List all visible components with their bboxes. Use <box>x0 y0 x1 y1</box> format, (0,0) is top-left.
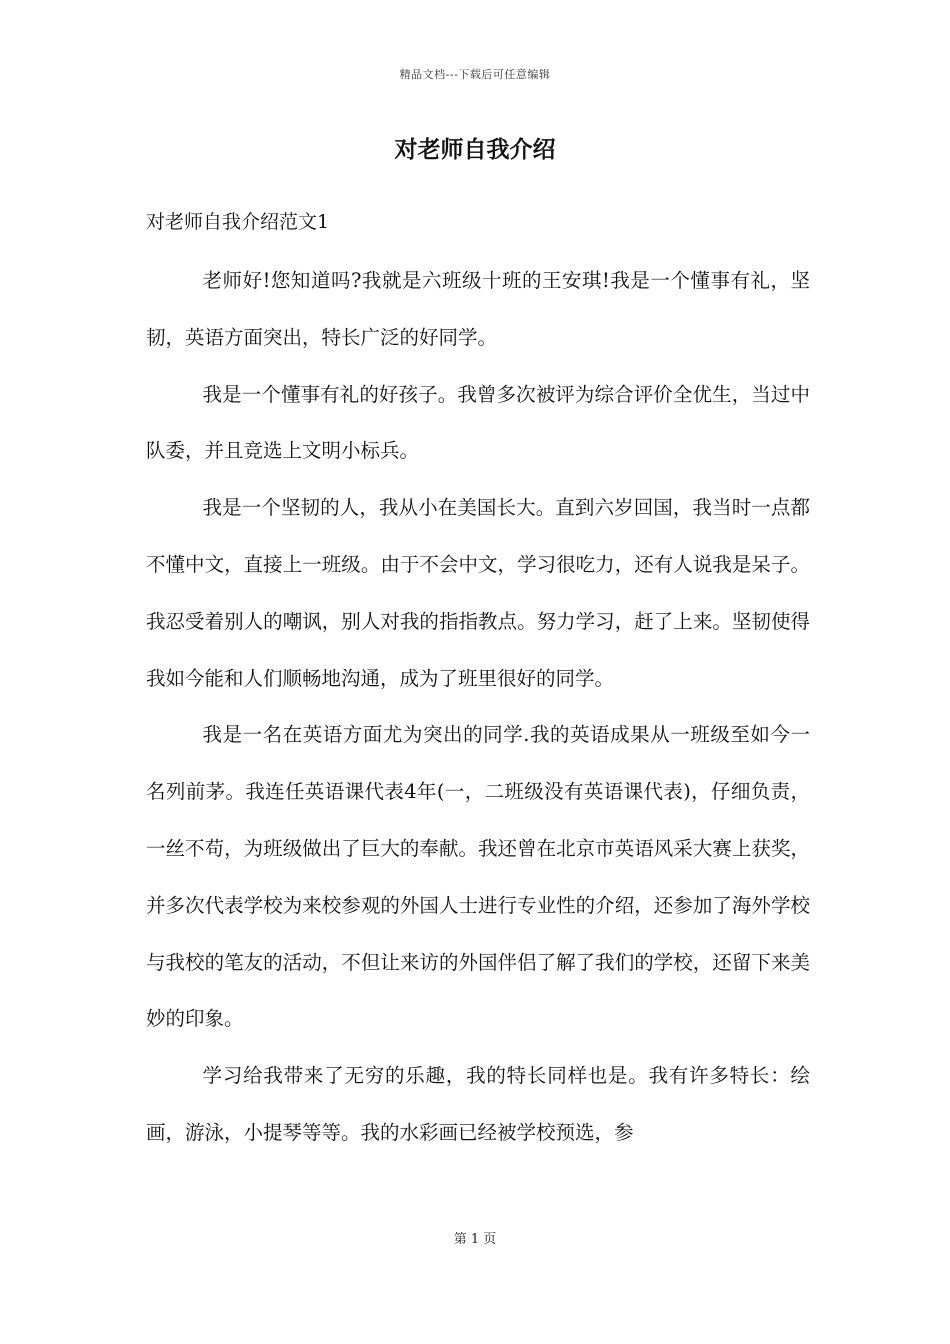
paragraph-5: 学习给我带来了无穷的乐趣，我的特长同样也是。我有许多特长：绘画，游泳，小提琴等等。我的水彩画已经被学校预选，参 <box>146 1064 810 1144</box>
document-body <box>146 253 810 1162</box>
paragraph-1: 老师好!您知道吗?我就是六班级十班的王安琪!我是一个懂事有礼，坚韧，英语方面突出，特长广泛的好同学。 <box>146 269 810 349</box>
paragraph-3: 我是一个坚韧的人，我从小在美国长大。直到六岁回国，我当时一点都不懂中文，直接上一班级。由于不会中文，学习很吃力，还有人说我是呆子。我忍受着别人的嘲讽，别人对我的指指教点。努力学习，赶了上来。坚韧使得我如今能和人们顺畅地沟通，成为了班里很好的同学。 <box>146 496 810 690</box>
page-header: 精品文档---下载后可任意编辑 <box>399 68 551 81</box>
page-number: 第 1 页 <box>453 1232 497 1247</box>
document-subtitle: 对老师自我介绍范文1 <box>146 211 330 233</box>
paragraph-2: 我是一个懂事有礼的好孩子。我曾多次被评为综合评价全优生，当过中队委，并且竞选上文明小标兵。 <box>146 382 810 463</box>
document-title: 对老师自我介绍 <box>394 136 556 163</box>
paragraph-4: 我是一名在英语方面尤为突出的同学.我的英语成果从一班级至如今一名列前茅。我连任英语课代表4年(一，二班级没有英语课代表)，仔细负责，一丝不苟，为班级做出了巨大的奉献。我还曾在北京市英语风采大赛上获奖，并多次代表学校为来校参观的外国人士进行专业性的介绍，还参加了海外学校与我校的笔友的活动，不但让来访的外国伴侣了解了我们的学校，还留下来美妙的印象。 <box>146 723 810 1031</box>
